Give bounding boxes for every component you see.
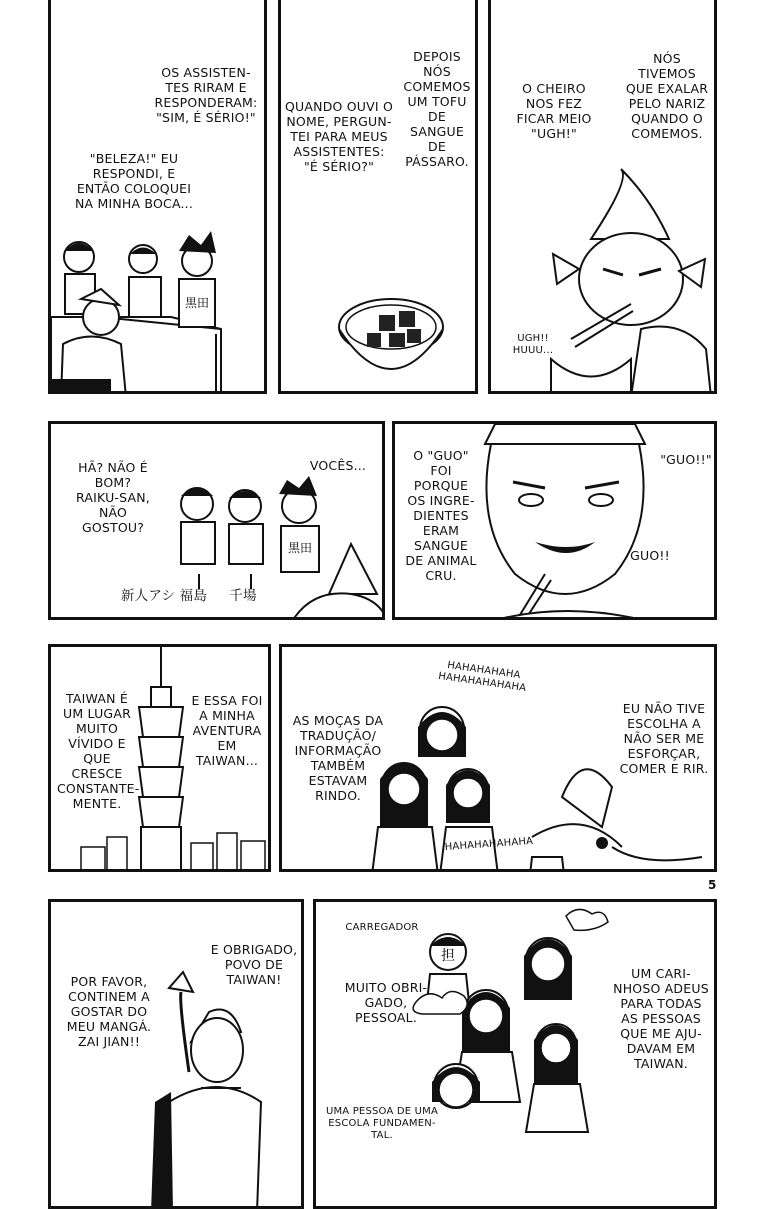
panel-1-2-left-text: QUANDO OUVI O NOME, PERGUN- TEI PARA MEUS ASSISTENTES: "É SÉRIO?" <box>285 99 393 174</box>
page-number: 5 <box>708 878 717 892</box>
panel-1-1 <box>48 0 267 394</box>
panel-3-1 <box>48 644 271 872</box>
panel-3-1-right-text: E ESSA FOI A MINHA AVENTURA EM TAIWAN... <box>191 693 263 768</box>
panel-1-3 <box>488 0 717 394</box>
carrier-kanji: 担 <box>441 948 455 964</box>
panel-1-1-top-text: OS ASSISTEN- TES RIRAM E RESPONDERAM: "SIM, É SÉRIO!" <box>154 65 258 125</box>
panel-4-2-label-carrier: CARREGADOR <box>345 922 419 933</box>
panel-1-3-left-text: O CHEIRO NOS FEZ FICAR MEIO "UGH!" <box>516 81 592 141</box>
panel-4-2-right-text: UM CARI- NHOSO ADEUS PARA TODAS AS PESSOAS QUE ME AJU- DAVAM EM TAIWAN. <box>613 966 709 1071</box>
panel-2-2-sfx-bottom: GUO!! <box>630 548 670 563</box>
panel-1-3-sfx: UGH!! HUUU... <box>512 333 554 356</box>
panel-2-2-left-text: O "GUO" FOI PORQUE OS INGRE- DIENTES ERAM SANGUE DE ANIMAL CRU. <box>405 448 477 583</box>
panel-4-2-center-text: MUITO OBRI- GADO, PESSOAL. <box>344 980 428 1025</box>
panel-3-2-laugh-top: HAHAHAHAHA HAHAHAHAHAHA <box>437 659 527 695</box>
panel-2-1-right-text: VOCÊS... <box>309 458 367 473</box>
panel-1-3-right-text: NÓS TIVEMOS QUE EXALAR PELO NARIZ QUANDO O COMEMOS. <box>625 51 709 141</box>
panel-4-2-bottom-text: UMA PESSOA DE UMA ESCOLA FUNDAMEN- TAL. <box>325 1106 439 1141</box>
shirt-kanji: 黒田 <box>287 541 313 555</box>
panel-3-1-left-text: TAIWAN É UM LUGAR MUITO VÍVIDO E QUE CRESCE CONSTANTE- MENTE. <box>57 691 140 811</box>
panel-3-2-right-text: EU NÃO TIVE ESCOLHA A NÃO SER ME ESFORÇAR, COMER E RIR. <box>619 701 709 776</box>
panel-2-2-sfx-top: "GUO!!" <box>660 452 712 467</box>
panel-3-2-laugh-bottom: HAHAHAHAHAHA <box>444 835 534 854</box>
panel-1-1-left-text: "BELEZA!" EU RESPONDI, E ENTÃO COLOQUEI NA MINHA BOCA... <box>75 151 193 211</box>
panel-2-1-caption-left: 新人アシ 福島 <box>120 588 208 604</box>
panel-3-2-left-text: AS MOÇAS DA TRADUÇÃO/ INFORMAÇÃO TAMBÉM ESTAVAM RINDO. <box>292 713 384 803</box>
panel-2-1 <box>48 421 385 620</box>
panel-2-1-left-text: HÃ? NÃO É BOM? RAIKU-SAN, NÃO GOSTOU? <box>76 460 150 535</box>
panel-4-2 <box>313 899 717 1209</box>
panel-4-1-left-text: POR FAVOR, CONTINEM A GOSTAR DO MEU MANGÁ. ZAI JIAN!! <box>66 974 152 1049</box>
panel-3-2 <box>279 644 717 872</box>
panel-2-1-caption-right: 千場 <box>229 588 257 604</box>
panel-4-1 <box>48 899 304 1209</box>
panel-1-2-right-text: DEPOIS NÓS COMEMOS UM TOFU DE SANGUE DE PÁSSARO. <box>403 49 471 169</box>
panel-2-2 <box>392 421 717 620</box>
panel-4-1-right-text: E OBRIGADO, POVO DE TAIWAN! <box>210 942 298 987</box>
svg-text:黒田: 黒田 <box>184 296 210 310</box>
panel-1-2 <box>278 0 478 394</box>
